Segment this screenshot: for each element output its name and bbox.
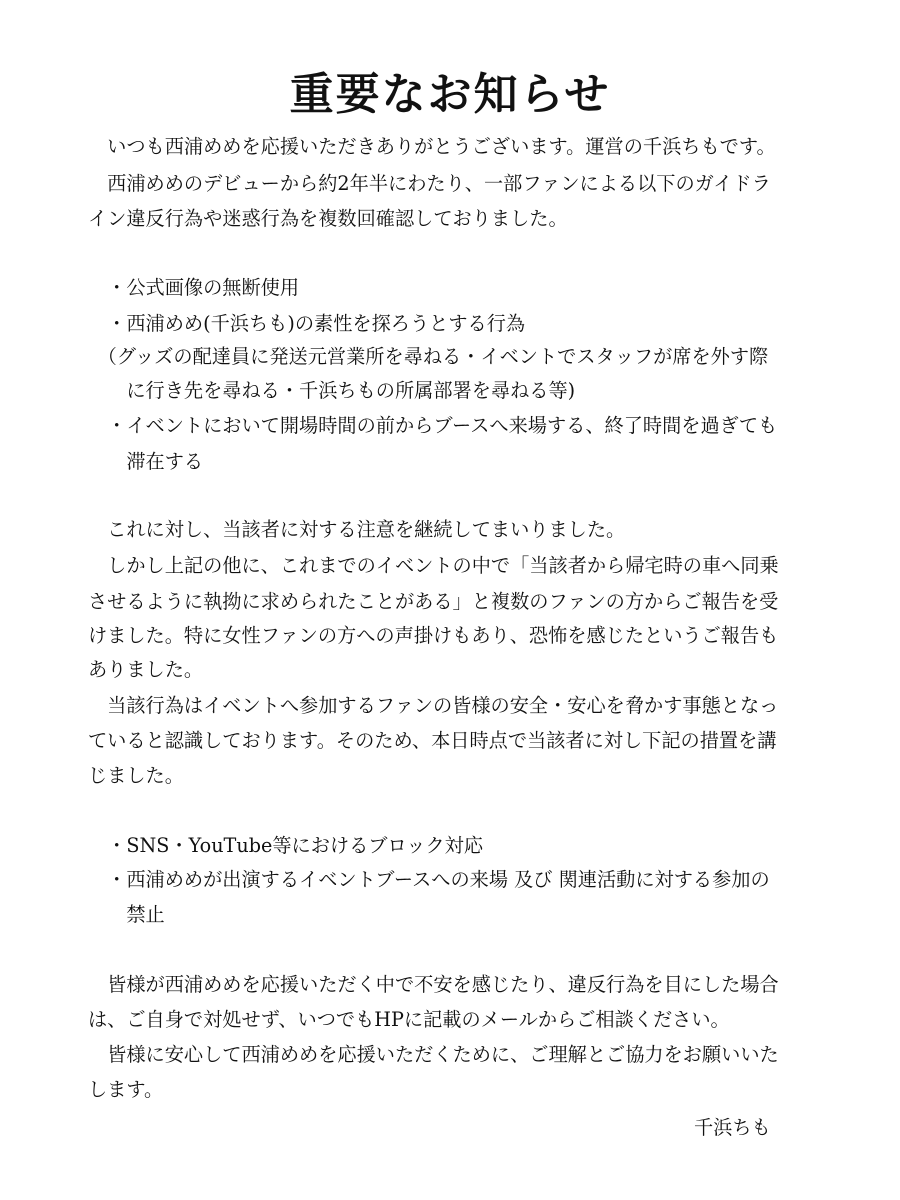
violation-item: に行き先を尋ねる・千浜ちもの所属部署を尋ねる等) [88,379,576,402]
intro-line: 西浦めめのデビューから約2年半にわたり、一部ファンによる以下のガイドラ [88,172,771,195]
page-title: 重要なお知らせ [289,69,611,120]
intro-line: イン違反行為や迷惑行為を複数回確認しておりました。 [88,207,568,230]
violation-item: （グッズの配達員に発送元営業所を尋ねる・イベントでスタッフが席を外す際 [88,345,769,368]
body-line: ありました。 [88,658,204,681]
closing-line: 皆様に安心して西浦めめを応援いただくために、ご理解とご協力をお願いいた [88,1043,779,1066]
closing-line: は、ご自身で対処せず、いつでもHPに記載のメールからご相談ください。 [88,1008,730,1031]
body-line: ていると認識しております。そのため、本日時点で当該者に対し下記の措置を講 [88,729,777,752]
measure-item: 禁止 [88,903,165,926]
body-line: 当該行為はイベントへ参加するファンの皆様の安全・安心を脅かす事態となっ [88,694,779,717]
intro-line: いつも西浦めめを応援いただきありがとうございます。運営の千浜ちもです。 [88,135,776,158]
violation-item: ・公式画像の無断使用 [88,276,300,299]
violation-item: ・イベントにおいて開場時間の前からブースへ来場する、終了時間を過ぎても [88,414,778,437]
violation-item: 滞在する [88,450,204,473]
signature: 千浜ちも [694,1116,771,1139]
closing-line: 皆様が西浦めめを応援いただく中で不安を感じたり、違反行為を目にした場合 [88,973,779,996]
measure-item: ・SNS・YouTube等におけるブロック対応 [88,834,484,857]
body-line: しかし上記の他に、これまでのイベントの中で「当該者から帰宅時の車へ同乗 [88,554,779,577]
violation-item: ・西浦めめ(千浜ちも)の素性を探ろうとする行為 [88,312,526,335]
body-line: これに対し、当該者に対する注意を継続してまいりました。 [88,518,626,541]
closing-line: します。 [88,1078,164,1101]
body-line: けました。特に女性ファンの方への声掛けもあり、恐怖を感じたというご報告も [88,624,779,647]
body-line: じました。 [88,764,184,787]
body-line: させるように執拗に求められたことがある」と複数のファンの方からご報告を受 [88,590,779,613]
measure-item: ・西浦めめが出演するイベントブースへの来場 及び 関連活動に対する参加の [88,868,770,891]
